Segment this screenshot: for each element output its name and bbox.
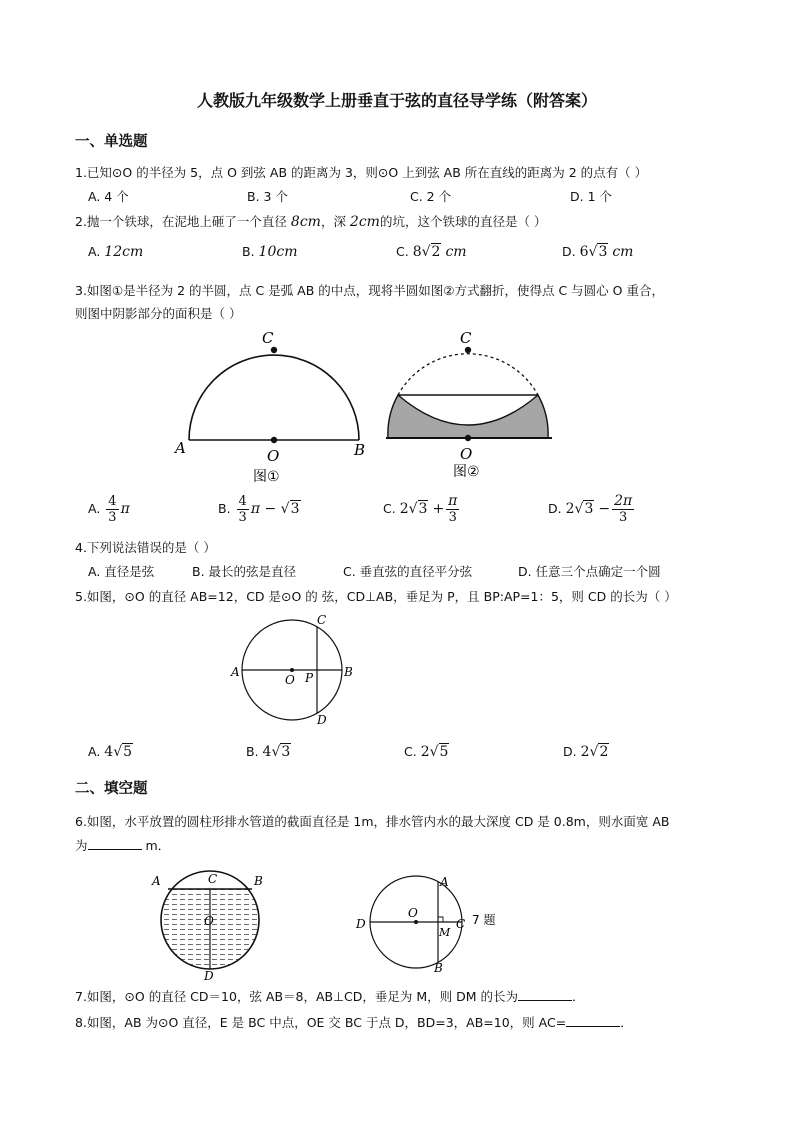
q5-option-b-label: B. [246,744,259,759]
q3-option-c-op: + [432,501,445,517]
question-6-line-2 [75,836,170,854]
q4-option-b[interactable]: B. 最长的弦是直径 [192,564,297,579]
q5-label-o: O [285,673,295,687]
fig1-caption: 图① [253,469,280,485]
q5-option-d-label: D. [563,744,577,759]
q5-option-b-value: 4√3 [262,744,291,760]
section-heading-fill-blank: 二、填空题 [75,781,148,797]
fig1-label-c: C [262,329,274,347]
figure-q7-circle [348,872,508,974]
fig2-dashed-arc [398,354,538,395]
q5-label-d: D [317,713,327,727]
q3-option-d[interactable] [548,494,636,525]
q4-option-a[interactable]: A. 直径是弦 [88,564,155,579]
q7-center-o [414,920,418,924]
q3-option-a[interactable] [88,494,130,525]
q6-label-d: D [204,969,214,980]
fig2-label-o: O [460,445,473,463]
q5-option-a-label: A. [88,744,101,759]
q6-label-b: B [254,874,263,888]
question-3-line-1: 3.如图①是半径为 2 的半圆，点 C 是弧 AB 的中点，现将半圆如图②方式翻折，使得点 C 与圆心 O 重合， [75,283,664,298]
figure-2-folded [380,325,565,485]
q3-option-d-root: 2√3 [565,501,594,517]
q2-option-a[interactable] [88,244,143,260]
q3-option-b-label: B. [218,501,231,516]
q5-option-c-value: 2√5 [420,744,449,760]
q3-option-c-fraction: $\frac{\pi}{3}$ [448,493,458,525]
q7-label-b: B [434,961,443,974]
q2-option-d-unit: cm [612,244,634,260]
fig2-caption: 图② [453,464,480,480]
q7-label-c: C [456,917,466,931]
q2-diameter: 8cm [290,214,321,230]
q3-option-a-pi: π [120,501,130,517]
q7-text-b: ． [571,989,585,1004]
fig2-label-c: C [460,329,472,347]
q2-depth: 2cm [349,214,380,230]
q3-option-c-label: C. [383,501,396,516]
fig1-label-b: B [354,441,366,459]
q1-option-b[interactable]: B. 3 个 [247,189,288,204]
q2-text-b: ，深 [320,214,350,229]
q3-option-b[interactable] [218,494,301,525]
section-heading-single-choice: 一、单选题 [75,134,148,150]
q6-text-b: m． [141,838,171,853]
q5-option-c[interactable] [404,744,449,760]
q3-option-c-root: 2√3 [399,501,428,517]
q2-option-c-unit: cm [445,244,467,260]
q2-option-c[interactable] [396,244,467,260]
q8-text-a: 8.如图，AB 为⊙O 直径，E 是 BC 中点，OE 交 BC 于点 D，BD=3，AB=10，则 AC= [75,1015,567,1030]
q2-option-b-label: B. [242,244,255,259]
q3-option-b-tail: π − [250,501,281,517]
q6-answer-blank[interactable] [88,837,142,850]
q8-answer-blank[interactable] [566,1014,620,1027]
question-3-line-2: 则图中阴影部分的面积是（ ） [75,306,242,321]
q3-option-d-label: D. [548,501,562,516]
q5-label-c: C [317,613,327,627]
q1-option-c[interactable]: C. 2 个 [410,189,452,204]
q5-option-d[interactable] [563,744,609,760]
q2-option-d-value: 6√3 [579,244,608,260]
q2-option-d-label: D. [562,244,576,259]
q7-text-a: 7.如图，⊙O 的直径 CD＝10，弦 AB＝8，AB⊥CD，垂足为 M，则 DM 的长为 [75,989,518,1004]
q5-label-b: B [344,665,353,679]
question-6-line-1: 6.如图，水平放置的圆柱形排水管道的截面直径是 1m，排水管内水的最大深度 CD 是 0.8m，则水面宽 AB [75,814,670,829]
q3-option-b-root: √3 [280,501,300,517]
fig1-label-a: A [175,439,186,457]
figure-1-semicircle [170,325,375,485]
q8-text-b: ． [620,1015,633,1030]
fig2-point-o [465,435,471,441]
q6-label-o: O [204,914,214,928]
fig1-point-c [271,347,277,353]
q5-option-d-value: 2√2 [580,744,609,760]
q2-option-d[interactable] [562,244,633,260]
q2-option-a-value: 12cm [104,244,144,260]
q3-option-b-fraction: $\frac{4}{3}$ [238,494,247,525]
q2-option-c-label: C. [396,244,409,259]
q7-right-angle-mark [438,917,443,922]
fig1-label-o: O [267,447,280,465]
q5-label-a: A [231,665,240,679]
q3-option-a-label: A. [88,501,101,516]
q5-option-b[interactable] [246,744,291,760]
q6-label-a: A [152,874,161,888]
q7-label-o: O [408,906,418,920]
q1-option-a[interactable]: A. 4 个 [88,189,129,204]
q7-answer-blank[interactable] [518,988,572,1001]
figure-q6-pipe [148,862,273,980]
q3-option-d-fraction: $\frac{2\pi}{3}$ [614,493,633,525]
page-title: 人教版九年级数学上册垂直于弦的直径导学练（附答案） [196,91,597,110]
question-8-text [75,1013,633,1031]
q2-option-c-value: 8√2 [412,244,441,260]
q5-option-a-value: 4√5 [104,744,133,760]
question-4-text: 4.下列说法错误的是（ ） [75,540,216,555]
q7-label-d: D [356,917,366,931]
q2-option-b[interactable] [242,244,297,260]
fig1-point-o [271,437,277,443]
q5-center-o [290,668,294,672]
q4-option-d[interactable]: D. 任意三个点确定一个圆 [518,564,661,579]
fig2-shaded-region [388,395,548,438]
q6-water [158,889,268,974]
q7-label-a: A [440,875,449,889]
q4-option-c[interactable]: C. 垂直弦的直径平分弦 [343,564,473,579]
q2-option-a-label: A. [88,244,101,259]
question-7-text [75,987,585,1005]
figure-q5-circle [225,608,360,730]
q7-label-m: M [439,926,451,939]
q1-option-d[interactable]: D. 1 个 [570,189,612,204]
q3-option-c[interactable] [383,494,461,525]
q3-option-a-fraction: $\frac{4}{3}$ [108,494,117,525]
question-5-text: 5.如图，⊙O 的直径 AB=12，CD 是⊙O 的 弦，CD⊥AB，垂足为 P，且 BP:AP=1：5，则 CD 的长为（ ） [75,589,677,604]
q2-text-a: 2.抛一个铁球，在泥地上砸了一个直径 [75,214,291,229]
q5-label-p: P [305,671,314,685]
q2-option-b-value: 10cm [258,244,298,260]
q2-text-c: 的坑，这个铁球的直径是（ ） [379,214,547,229]
q7-figure-caption: 7 题 [472,913,496,927]
q3-option-d-op: − [598,501,611,517]
fig1-arc [189,355,359,440]
q6-text-a: 为 [75,838,88,853]
fig2-point-c [465,347,471,353]
question-1-text: 1.已知⊙O 的半径为 5，点 O 到弦 AB 的距离为 3，则⊙O 上到弦 AB 所在直线的距离为 2 的点有（ ） [75,165,648,180]
q5-option-a[interactable] [88,744,133,760]
q5-option-c-label: C. [404,744,417,759]
question-2-text [75,212,546,230]
q6-label-c: C [208,872,218,886]
